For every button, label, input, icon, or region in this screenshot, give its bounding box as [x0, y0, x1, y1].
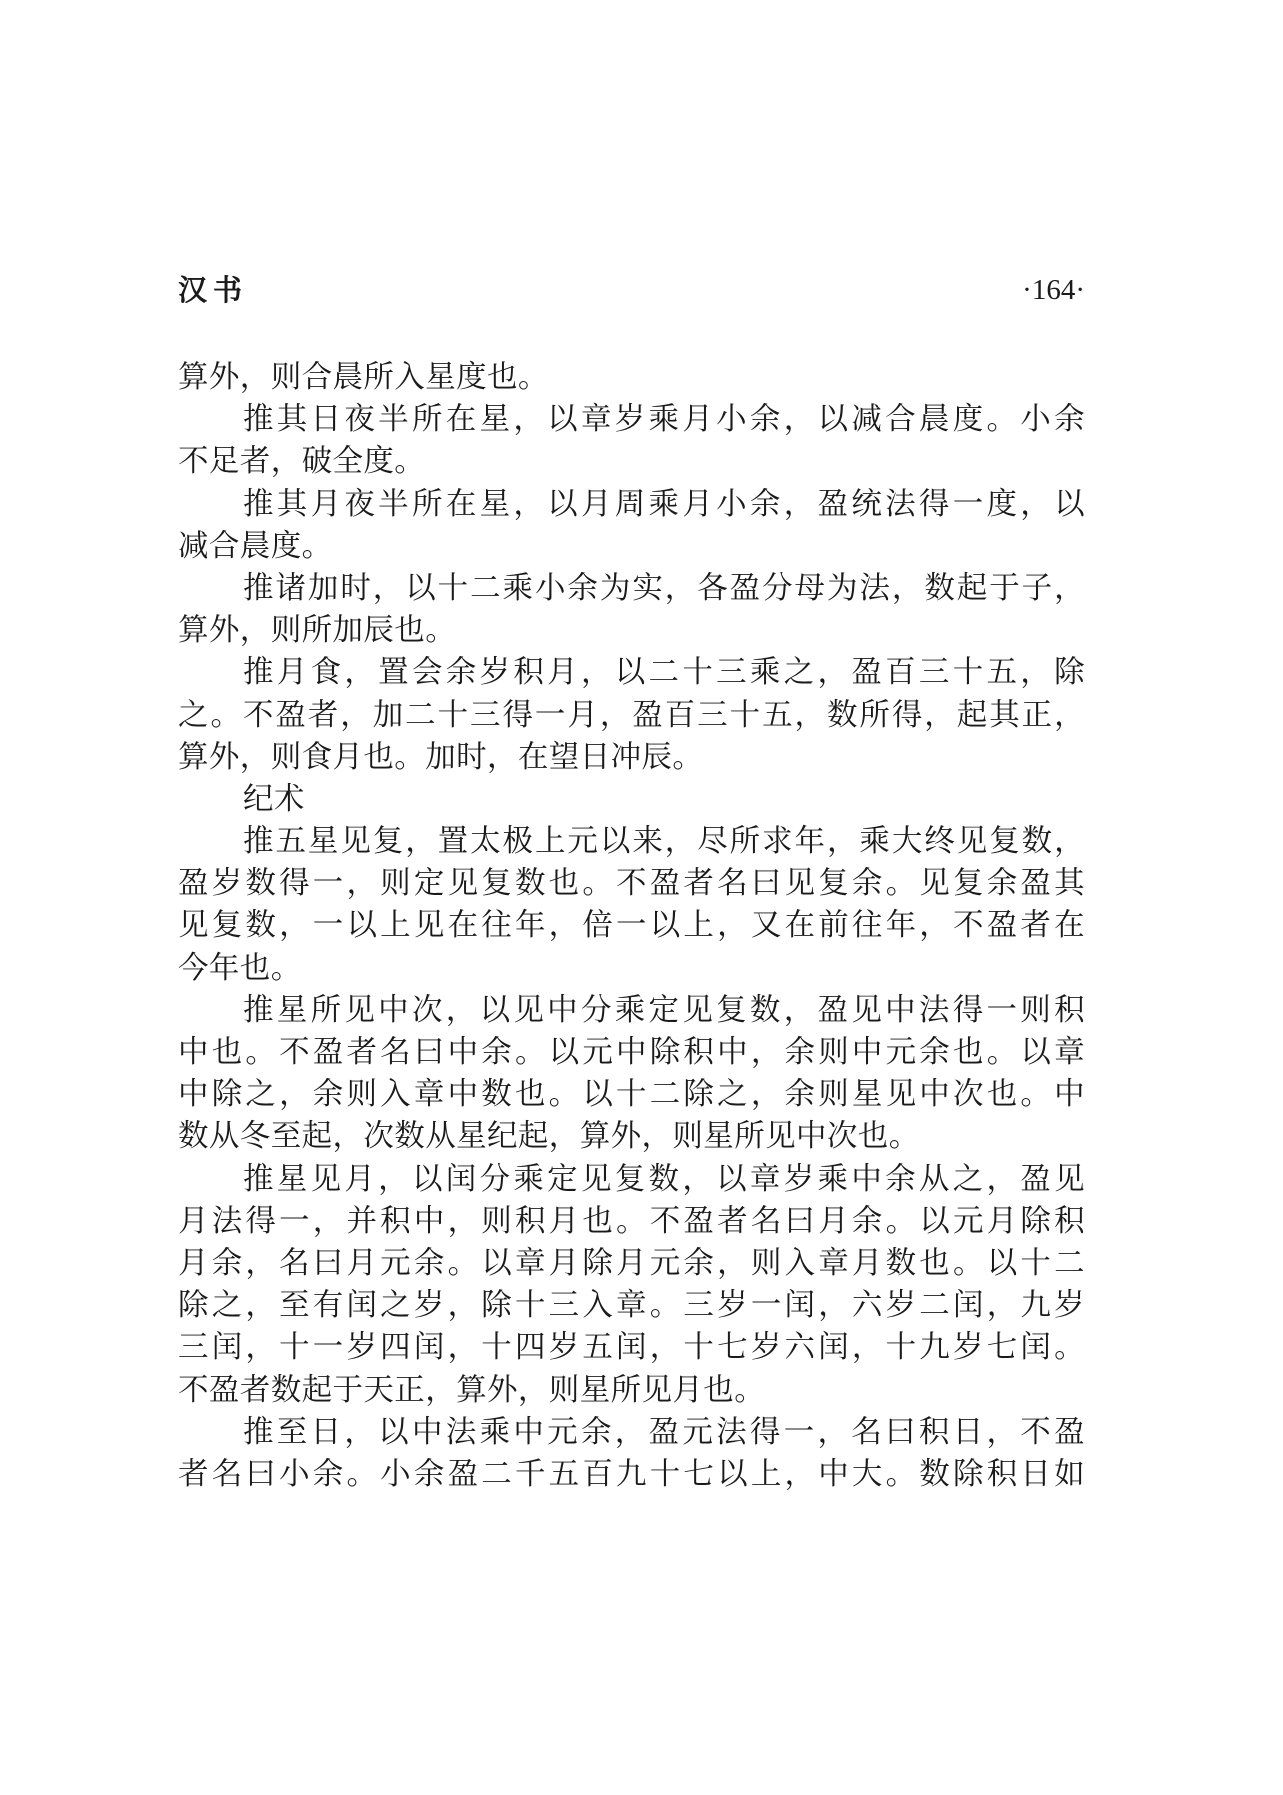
text-line: 推诸加时，以十二乘小余为实，各盈分母为法，数起于子， [243, 570, 1085, 606]
text-line: 纪术 [243, 781, 305, 817]
text-line: 见复数，一以上见在往年，倍一以上，又在前往年，不盈者在 [178, 908, 1085, 944]
text-line: 减合晨度。 [178, 528, 333, 564]
book-title: 汉书 [178, 273, 249, 307]
text-line: 中除之，余则入章中数也。以十二除之，余则星见中次也。中 [178, 1077, 1085, 1113]
text-line: 三闰，十一岁四闰，十四岁五闰，十七岁六闰，十九岁七闰。 [178, 1330, 1085, 1366]
text-line: 今年也。 [178, 950, 302, 986]
text-line: 推其月夜半所在星，以月周乘月小余，盈统法得一度，以 [243, 486, 1085, 522]
text-line: 推月食，置会余岁积月，以二十三乘之，盈百三十五，除 [243, 655, 1085, 691]
text-line: 算外，则所加辰也。 [178, 613, 457, 649]
text-line: 不盈者数起于天正，算外，则星所见月也。 [178, 1372, 766, 1408]
text-line: 月余，名曰月元余。以章月除月元余，则入章月数也。以十二 [178, 1245, 1085, 1281]
text-line: 月法得一，并积中，则积月也。不盈者名曰月余。以元月除积 [178, 1203, 1085, 1239]
text-line: 中也。不盈者名曰中余。以元中除积中，余则中元余也。以章 [178, 1035, 1085, 1070]
page-number: ·164· [1022, 274, 1085, 306]
text-line: 不足者，破全度。 [178, 444, 426, 480]
text-line: 之。不盈者，加二十三得一月，盈百三十五，数所得，起其正， [178, 697, 1085, 733]
text-line: 算外，则食月也。加时，在望日冲辰。 [178, 739, 704, 775]
text-line: 者名曰小余。小余盈二千五百九十七以上，中大。数除积日如 [178, 1456, 1085, 1492]
text-line: 数从冬至起，次数从星纪起，算外，则星所见中次也。 [178, 1119, 920, 1155]
text-line: 推星所见中次，以见中分乘定见复数，盈见中法得一则积 [243, 992, 1085, 1028]
page-header [178, 270, 1085, 318]
text-line: 推五星见复，置太极上元以来，尽所求年，乘大终见复数， [243, 824, 1085, 860]
text-line: 算外，则合晨所入星度也。 [178, 360, 549, 395]
text-line: 推至日，以中法乘中元余，盈元法得一，名曰积日，不盈 [243, 1414, 1085, 1450]
text-line: 推星见月，以闰分乘定见复数，以章岁乘中余从之，盈见 [243, 1161, 1085, 1197]
text-line: 盈岁数得一，则定见复数也。不盈者名曰见复余。见复余盈其 [178, 866, 1085, 902]
text-line: 除之，至有闰之岁，除十三入章。三岁一闰，六岁二闰，九岁 [178, 1288, 1085, 1324]
body-text [178, 357, 1085, 1496]
text-line: 推其日夜半所在星，以章岁乘月小余，以减合晨度。小余 [243, 402, 1085, 438]
